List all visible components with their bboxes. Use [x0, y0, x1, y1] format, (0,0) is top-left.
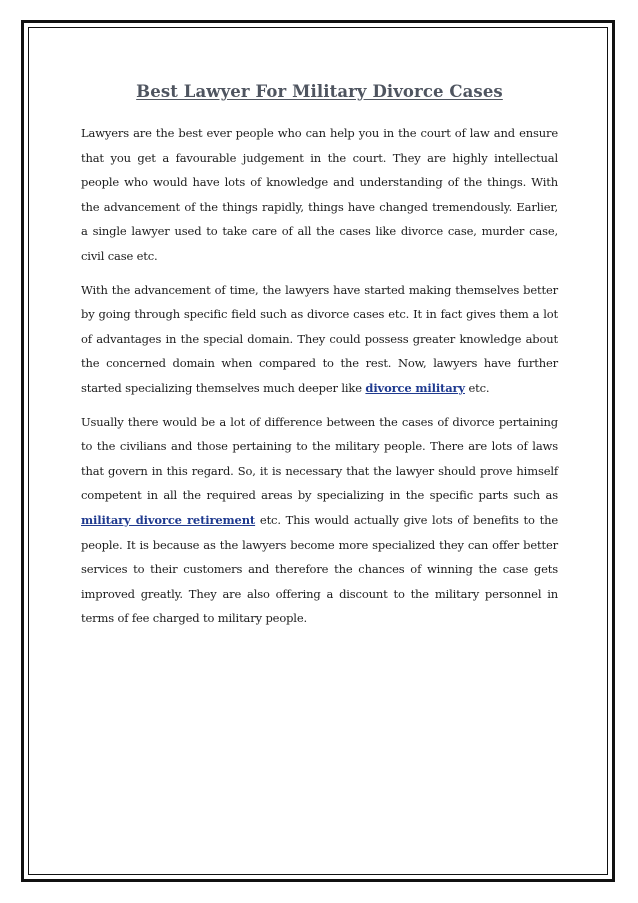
paragraph-2-text-after: etc.	[464, 380, 490, 395]
paragraph-3	[81, 410, 558, 631]
paragraph-3-text-before: Usually there would be a lot of difference between the cases of divorce pertaining to the civilians and those pertaining to the military people. There are lots of laws that govern in this regard. So, it is necessary that the lawyer should prove himself competent in all the required areas by specializing in the specific parts such as	[81, 414, 558, 503]
military-divorce-retirement-link[interactable]: military divorce retirement	[81, 512, 256, 527]
paragraph-1: Lawyers are the best ever people who can help you in the court of law and ensure that you get a favourable judgement in the court. They are highly intellectual people who would have lots of knowledge and understanding of the things. With the advancement of the things rapidly, things have changed tremendously. Earlier, a single lawyer used to take care of all the cases like divorce case, murder case, civil case etc.	[81, 126, 558, 263]
document-title: Best Lawyer For Military Divorce Cases	[136, 82, 503, 101]
paragraph-3-text-after: etc. This would actually give lots of benefits to the people. It is because as the lawyers become more specialized they can offer better services to their customers and therefore the chances of winning the case gets improved greatly. They are also offering a discount to the military personnel in terms of fee charged to military people.	[81, 512, 559, 626]
document-body	[81, 80, 558, 640]
paragraph-2	[81, 278, 558, 401]
divorce-military-link[interactable]: divorce military	[365, 380, 465, 395]
paragraph-2-text-before: With the advancement of time, the lawyers have started making themselves better by going through specific field such as divorce cases etc. It in fact gives them a lot of advantages in the special domain. They could possess greater knowledge about the concerned domain when compared to the rest. Now, lawyers have further started specializing themselves much deeper like	[81, 282, 558, 395]
